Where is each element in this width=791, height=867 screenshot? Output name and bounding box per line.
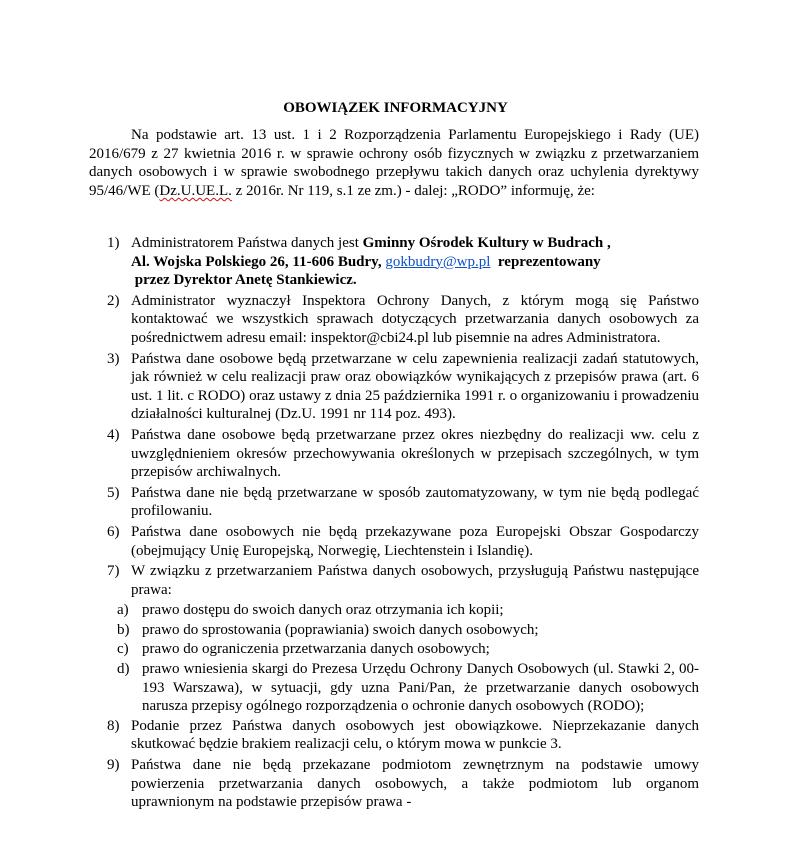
list-item-2 <box>89 292 699 348</box>
sub-letter: d) <box>117 661 130 678</box>
administrator-represented: reprezentowany <box>490 253 601 270</box>
list-text: W związku z przetwarzaniem Państwa danych osobowych, przysługują Państwu następujące prawa: <box>131 563 699 598</box>
list-number: 5) <box>107 484 120 501</box>
list-item-9 <box>89 756 699 812</box>
administrator-line-1 <box>131 234 699 253</box>
list-item-4 <box>89 426 699 482</box>
list-text: Państwa dane osobowe będą przetwarzane przez okres niezbędny do realizacji ww. celu z uwzględnieniem okresów przechowywania określonych w przepisach szczególnych, w tym przepisów archiwalnych. <box>131 426 699 481</box>
administrator-name: Gminny Ośrodek Kultury w Budrach , <box>362 235 611 251</box>
sub-text: prawo wniesienia skargi do Prezesa Urzędu Ochrony Danych Osobowych (ul. Stawki 2, 00-193 Warszawa), w sytuacji, gdy uzna Pani/Pan, że przetwarzanie danych osobowych narusza przepisy ogólnego rozporządzenia o ochronie danych osobowych (RODO); <box>142 661 699 715</box>
list-text: Państwa dane nie będą przekazane podmiotom zewnętrznym na podstawie umowy powierzenia przetwarzania danych osobowych, a także podmiotom lub organom uprawnionym na podstawie przepisów prawa - <box>131 757 699 811</box>
administrator-address: Al. Wojska Polskiego 26, 11-606 Budry, <box>131 253 386 270</box>
rights-sublist <box>89 601 699 716</box>
list-item-8 <box>89 717 699 754</box>
administrator-email-link[interactable]: gokbudry@wp.pl <box>385 253 491 270</box>
list-text: Państwa dane osobowych nie będą przekazywane poza Europejski Obszar Gospodarczy (obejmujący Unię Europejską, Norwegię, Liechtenstein i Islandię). <box>131 523 699 559</box>
list-item-6 <box>89 523 699 560</box>
list-number: 3) <box>107 350 120 367</box>
administrator-line-2 <box>131 253 699 272</box>
list-number: 4) <box>107 426 120 443</box>
list-number: 1) <box>107 235 120 251</box>
list-number: 6) <box>107 523 120 540</box>
administrator-intro: Administratorem Państwa danych jest <box>131 235 363 251</box>
sub-item-c <box>89 640 699 659</box>
intro-paragraph <box>89 126 699 200</box>
intro-text-after: z 2016r. Nr 119, s.1 ze zm.) - dalej: „RODO” informuję, że: <box>231 182 595 199</box>
list-number: 2) <box>107 292 120 309</box>
document-title: OBOWIĄZEK INFORMACYJNY <box>283 100 508 116</box>
sub-text: prawo do ograniczenia przetwarzania danych osobowych; <box>142 641 490 658</box>
numbered-list <box>89 234 699 814</box>
list-text: Państwa dane osobowe będą przetwarzane w celu zapewnienia realizacji zadań statutowych, jak również w celu realizacji praw oraz obowiązków wynikających z przepisów prawa (art. 6 ust. 1 lit. c RODO) oraz ustawy z dnia 25 października 1991 r. o organizowaniu i prowadzeniu działalności kulturalnej (Dz.U. 1991 nr 114 poz. 493). <box>131 350 699 423</box>
list-item-1 <box>89 234 699 290</box>
sub-letter: a) <box>117 602 129 619</box>
list-number: 9) <box>107 757 120 774</box>
sub-item-b <box>89 621 699 640</box>
list-text: Administrator wyznaczył Inspektora Ochrony Danych, z którym mogą się Państwo kontaktować we wszystkich sprawach dotyczących przetwarzania danych osobowych za pośrednictwem adresu email: inspektor@cbi24.pl lub pisemnie na adres Administratora. <box>131 292 699 346</box>
administrator-line-3 <box>131 271 699 290</box>
sub-text: prawo do sprostowania (poprawiania) swoich danych osobowych; <box>142 621 539 638</box>
administrator-director: przez Dyrektor Anetę Stankiewicz. <box>131 272 357 289</box>
sub-letter: c) <box>117 641 129 658</box>
list-item-7 <box>89 562 699 599</box>
sub-letter: b) <box>117 621 130 638</box>
list-text: Podanie przez Państwa danych osobowych jest obowiązkowe. Nieprzekazanie danych skutkować będzie brakiem realizacji celu, o którym mowa w punkcie 3. <box>131 717 699 753</box>
sub-text: prawo dostępu do swoich danych oraz otrzymania ich kopii; <box>142 602 504 619</box>
list-item-5 <box>89 484 699 521</box>
sub-item-a <box>89 601 699 620</box>
list-text: Państwa dane nie będą przetwarzane w sposób zautomatyzowany, w tym nie będą podlegać profilowaniu. <box>131 484 699 520</box>
list-item-3 <box>89 350 699 424</box>
intro-text-before: Na podstawie art. 13 ust. 1 i 2 Rozporządzenia Parlamentu Europejskiego i Rady (UE) 2016/679 z 27 kwietnia 2016 r. w sprawie ochrony osób fizycznych w związku z przetwarzaniem danych osobowych i w sprawie swobodnego przepływu takich danych oraz uchylenia dyrektywy 95/46/WE ( <box>89 127 699 199</box>
list-number: 7) <box>107 563 120 580</box>
dz-u-reference: Dz.U.UE.L. <box>159 182 232 199</box>
sub-item-d <box>89 660 699 716</box>
list-number: 8) <box>107 717 120 734</box>
